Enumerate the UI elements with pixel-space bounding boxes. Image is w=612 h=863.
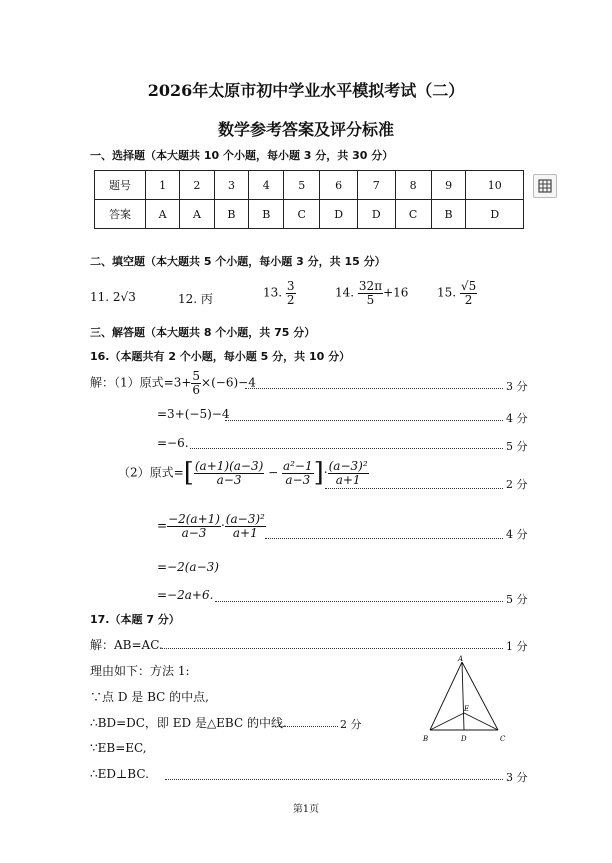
score: 5 分	[506, 440, 528, 453]
q16-2-line2: = $\frac{-2(a+1)}{a-3}$ · $\frac{\text{(a−3)²}}{a+1}$	[157, 512, 265, 540]
table-cell: D	[466, 200, 524, 229]
label-a: A	[458, 655, 464, 663]
table-cell: 1	[146, 171, 180, 200]
dotted-leader	[225, 420, 503, 421]
numerator: (a−3)²	[328, 459, 368, 473]
table-cell: B	[214, 200, 249, 229]
q14-number: 14.	[335, 285, 355, 300]
dotted-leader	[215, 601, 503, 602]
table-cell: 9	[431, 171, 466, 200]
numerator: −2(a+1)	[168, 512, 220, 526]
q15-number: 15.	[437, 285, 457, 300]
label-e: E	[464, 705, 470, 713]
denominator: a−3	[181, 525, 207, 540]
table-cell: B	[431, 200, 466, 229]
q11	[90, 290, 136, 304]
score: 4 分	[506, 528, 528, 541]
table-row	[95, 171, 524, 200]
numerator: (a+1)(a−3)	[194, 459, 264, 473]
q17-line4: ∴BD=DC，即 ED 是△EBC 的中线.	[90, 716, 287, 730]
fraction	[167, 513, 221, 539]
fraction	[194, 460, 264, 486]
denominator: 2	[464, 292, 473, 307]
page-number: 第1页	[292, 804, 320, 815]
score: 3 分	[506, 771, 528, 784]
table-cell: 3	[214, 171, 249, 200]
section3-heading: 三、解答题（本大题共 8 个小题，共 75 分）	[90, 326, 316, 339]
q11-answer: 2√3	[112, 290, 136, 304]
table-cell: 8	[395, 171, 431, 200]
q12-answer: 丙	[200, 292, 213, 306]
table-cell: 7	[357, 171, 395, 200]
q16-1-line2: =3+(−5)−4	[157, 407, 230, 421]
section1-heading: 一、选择题（本大题共 10 个小题，每小题 3 分，共 30 分）	[90, 149, 394, 162]
triangle-diagram	[420, 652, 510, 744]
q17-line3: ∵点 D 是 BC 的中点,	[90, 690, 209, 704]
numerator: (a−3)²	[225, 512, 265, 526]
table-cell: C	[284, 200, 320, 229]
expr-rest: ×(−6)−4	[201, 375, 256, 390]
denominator: a+1	[232, 525, 258, 540]
label-d: D	[461, 735, 467, 743]
score: 4 分	[506, 412, 528, 425]
numerator: 3	[286, 279, 295, 293]
score: 2 分	[506, 478, 528, 491]
table-cell: B	[249, 200, 284, 229]
q17-heading: 17.（本题 7 分）	[90, 613, 180, 626]
table-cell: 6	[320, 171, 358, 200]
denominator: a−3	[216, 472, 242, 487]
dotted-leader	[245, 388, 503, 389]
q15-fraction	[460, 280, 477, 306]
fraction	[225, 513, 266, 539]
right-bracket: ]	[313, 458, 324, 489]
table-cell: C	[395, 200, 431, 229]
q17-line5: ∵EB=EC,	[90, 741, 147, 755]
numerator: a²−1	[282, 459, 313, 473]
score: 5 分	[506, 593, 528, 606]
q13-number: 13.	[263, 285, 283, 300]
section2-heading: 二、填空题（本大题共 5 个小题，每小题 3 分，共 15 分）	[90, 255, 386, 268]
table-cell: 10	[466, 171, 524, 200]
q14-tail: +16	[383, 285, 409, 300]
denominator: a+1	[335, 472, 361, 487]
table-cell: A	[146, 200, 180, 229]
table-cell: 4	[249, 171, 284, 200]
q11-number: 11.	[90, 290, 110, 304]
page-title: 2026年太原市初中学业水平模拟考试（二）	[147, 81, 465, 100]
q12-number: 12.	[178, 292, 198, 306]
score: 2 分	[340, 718, 362, 731]
table-cell: 答案	[95, 200, 146, 229]
q16-2-line3: =−2(a−3)	[157, 560, 219, 574]
q14	[335, 280, 408, 306]
table-tool-button[interactable]	[533, 174, 557, 198]
score: 3 分	[506, 380, 528, 393]
dotted-leader	[165, 779, 503, 780]
q16-1-line3: =−6.	[157, 436, 189, 450]
fraction	[282, 460, 314, 486]
q13	[263, 280, 296, 306]
left-bracket: [	[183, 458, 194, 489]
q16-2-line4: =−2a+6.	[157, 588, 214, 602]
score: 1 分	[506, 640, 528, 653]
q16-heading: 16.（本题共有 2 个小题，每小题 5 分，共 10 分）	[90, 350, 351, 363]
dotted-leader	[265, 538, 503, 539]
table-row	[95, 200, 524, 229]
table-cell: 5	[284, 171, 320, 200]
expr-prefix: （2）原式=	[118, 465, 184, 480]
q13-fraction	[286, 280, 296, 306]
fraction	[328, 460, 369, 486]
table-icon	[538, 179, 552, 193]
q14-fraction	[358, 280, 383, 306]
table-cell: D	[320, 200, 358, 229]
denominator: 5	[366, 292, 375, 307]
expr-prefix: 解：（1）原式=3+	[90, 375, 192, 390]
dotted-leader	[160, 648, 503, 649]
numerator: √5	[460, 279, 477, 293]
q16-2-line1: （2）原式=[ $\frac{(a+1)(a-3)}{a-3}$ − $\frac{\text{a²−1}}{a-3}$ ]· $\frac{\text{(a−3)²}}{a+1}$	[118, 458, 368, 489]
page-subtitle: 数学参考答案及评分标准	[217, 120, 394, 139]
label-c: C	[500, 735, 506, 743]
numerator: 32π	[358, 279, 383, 293]
table-cell: 2	[180, 171, 214, 200]
table-cell: 题号	[95, 171, 146, 200]
q15	[437, 280, 477, 306]
q17-line6: ∴ED⊥BC.	[90, 767, 149, 781]
denominator: 2	[286, 292, 295, 307]
q17-line2: 理由如下：方法 1:	[90, 664, 190, 678]
denominator: a−3	[285, 472, 311, 487]
q17-line1: 解：AB=AC.	[90, 638, 163, 652]
table-cell: A	[180, 200, 214, 229]
dotted-leader	[272, 726, 338, 727]
numerator: 5	[192, 369, 201, 383]
fraction	[191, 370, 201, 396]
table-cell: D	[357, 200, 395, 229]
label-b: B	[423, 735, 429, 743]
q16-1-line1	[90, 370, 256, 396]
denominator: 6	[192, 382, 201, 397]
q12	[178, 290, 213, 307]
dotted-leader	[325, 488, 503, 489]
answer-table	[94, 170, 524, 229]
dotted-leader	[190, 448, 503, 449]
